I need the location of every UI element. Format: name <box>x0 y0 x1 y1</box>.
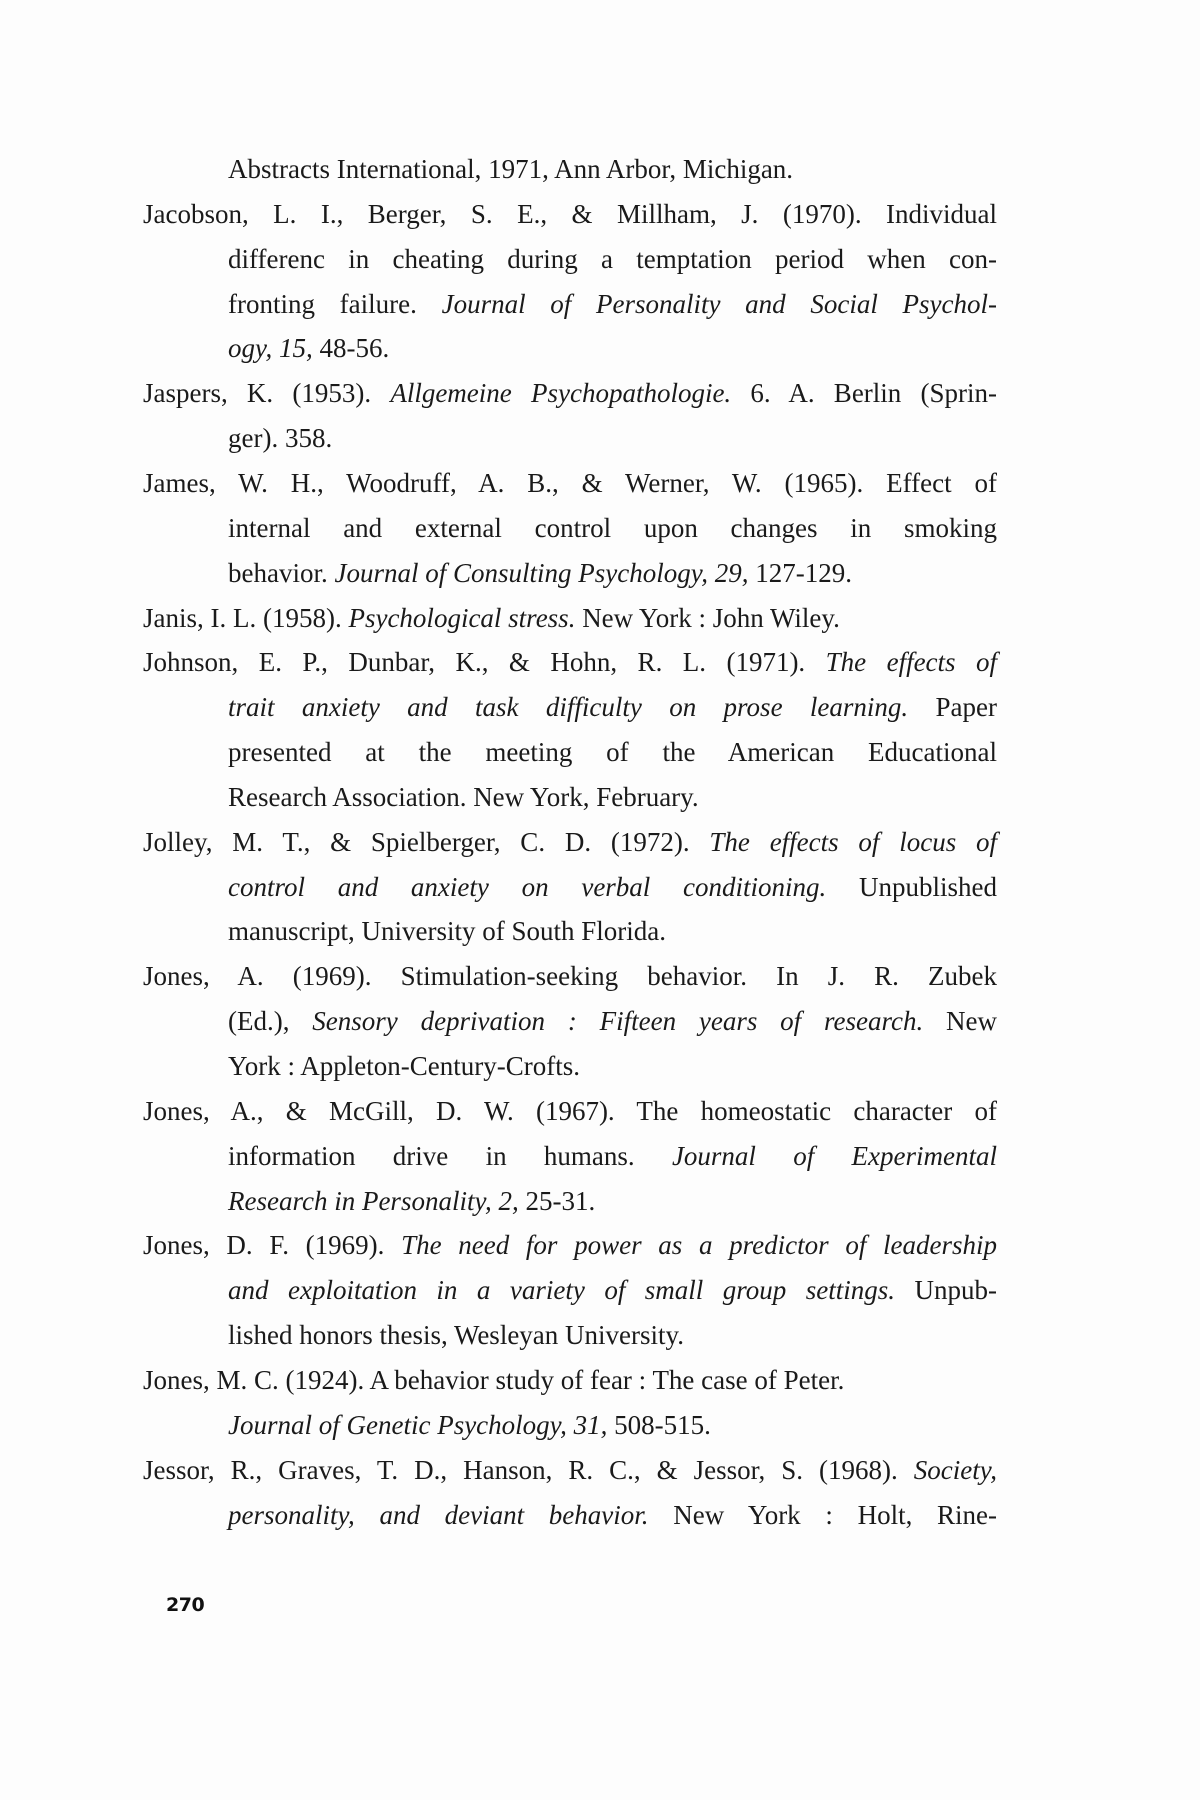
italic-title-text: and exploitation in a variety of small group settings. <box>228 1275 896 1305</box>
reference-continuation-line <box>228 556 997 590</box>
citation-text: Research Association. New York, February. <box>228 782 699 812</box>
reference-entry-line <box>143 376 997 410</box>
reference-entry-line <box>143 1363 997 1397</box>
reference-continuation-line <box>228 1318 997 1352</box>
reference-continuation-line <box>228 1049 997 1083</box>
italic-title-text: Journal of Genetic Psychology, 31, <box>228 1410 608 1440</box>
reference-continuation-line <box>228 1184 997 1218</box>
reference-entry-line <box>143 1228 997 1262</box>
citation-text: New York : Holt, Rine- <box>648 1500 997 1530</box>
citation-text: 127-129. <box>748 558 852 588</box>
citation-text: Paper <box>908 692 997 722</box>
citation-text: 48-56. <box>312 333 390 363</box>
reference-continuation-line <box>228 242 997 276</box>
italic-title-text: control and anxiety on verbal conditioning. <box>228 872 827 902</box>
citation-text: presented at the meeting of the American Educational <box>228 737 997 767</box>
citation-text: Jolley, M. T., & Spielberger, C. D. (1972). <box>143 827 710 857</box>
italic-title-text: The effects of locus of <box>709 827 998 857</box>
reference-entry-line <box>143 601 997 635</box>
citation-text: Jones, M. C. (1924). A behavior study of fear : The case of Peter. <box>143 1365 845 1395</box>
reference-entry-line <box>143 1453 997 1487</box>
italic-title-text: Society, <box>913 1455 997 1485</box>
italic-title-text: Sensory deprivation : Fifteen years of research. <box>312 1006 924 1036</box>
reference-continuation-line <box>228 735 997 769</box>
reference-entry-line <box>143 645 997 679</box>
italic-title-text: The effects of <box>825 647 998 677</box>
citation-text: Unpub- <box>895 1275 997 1305</box>
citation-text: internal and external control upon changes in smoking <box>228 513 997 543</box>
citation-text: Jessor, R., Graves, T. D., Hanson, R. C., & Jessor, S. (1968). <box>143 1455 914 1485</box>
reference-continuation-line <box>228 511 997 545</box>
citation-text: Abstracts International, 1971, Ann Arbor, Michigan. <box>228 154 794 184</box>
citation-text: Janis, I. L. (1958). <box>143 603 349 633</box>
reference-continuation-line <box>228 1139 997 1173</box>
italic-title-text: ogy, 15, <box>228 333 313 363</box>
citation-text: information drive in humans. <box>228 1141 672 1171</box>
citation-text: behavior. <box>228 558 335 588</box>
citation-text: differenc in cheating during a temptation period when con- <box>228 244 997 274</box>
citation-text: New York : John Wiley. <box>575 603 840 633</box>
reference-continuation-line <box>228 287 997 321</box>
reference-continuation-line <box>228 421 997 455</box>
citation-text: 508-515. <box>607 1410 711 1440</box>
reference-entry-line <box>143 825 997 859</box>
italic-title-text: Journal of Consulting Psychology, 29, <box>334 558 749 588</box>
reference-continuation-line <box>228 870 997 904</box>
citation-text: Johnson, E. P., Dunbar, K., & Hohn, R. L. (1971). <box>143 647 826 677</box>
reference-entry-line <box>143 197 997 231</box>
page-number: 270 <box>166 1594 205 1616</box>
citation-text: Jacobson, L. I., Berger, S. E., & Millham, J. (1970). Individual <box>143 199 997 229</box>
italic-title-text: Psychological stress. <box>348 603 576 633</box>
reference-continuation-line <box>228 780 997 814</box>
reference-continuation-line <box>228 690 997 724</box>
reference-entry-line <box>143 959 997 993</box>
citation-text: York : Appleton-Century-Crofts. <box>228 1051 581 1081</box>
reference-continuation-line <box>228 152 997 186</box>
citation-text: 25-31. <box>518 1186 596 1216</box>
reference-continuation-line <box>228 1004 997 1038</box>
citation-text: Jones, A. (1969). Stimulation-seeking behavior. In J. R. Zubek <box>143 961 997 991</box>
citation-text: manuscript, University of South Florida. <box>228 916 666 946</box>
reference-continuation-line <box>228 1498 997 1532</box>
reference-continuation-line <box>228 1273 997 1307</box>
italic-title-text: Journal of Experimental <box>671 1141 998 1171</box>
reference-continuation-line <box>228 331 997 365</box>
italic-title-text: Research in Personality, 2, <box>228 1186 519 1216</box>
citation-text: Jones, A., & McGill, D. W. (1967). The homeostatic character of <box>143 1096 997 1126</box>
citation-text: New <box>923 1006 998 1036</box>
citation-text: James, W. H., Woodruff, A. B., & Werner, W. (1965). Effect of <box>143 468 997 498</box>
citation-text: fronting failure. <box>228 289 442 319</box>
citation-text: ger). 358. <box>228 423 333 453</box>
italic-title-text: The need for power as a predictor of leadership <box>401 1230 997 1260</box>
citation-text: Jones, D. F. (1969). <box>143 1230 402 1260</box>
citation-text: Unpublished <box>826 872 997 902</box>
reference-continuation-line <box>228 914 997 948</box>
reference-entry-line <box>143 1094 997 1128</box>
citation-text: Jaspers, K. (1953). <box>143 378 391 408</box>
reference-entry-line <box>143 466 997 500</box>
italic-title-text: Allgemeine Psychopathologie. <box>390 378 732 408</box>
italic-title-text: Journal of Personality and Social Psychol- <box>441 289 997 319</box>
citation-text: 6. A. Berlin (Sprin- <box>731 378 997 408</box>
italic-title-text: personality, and deviant behavior. <box>228 1500 649 1530</box>
italic-title-text: trait anxiety and task difficulty on prose learning. <box>228 692 909 722</box>
citation-text: lished honors thesis, Wesleyan University. <box>228 1320 685 1350</box>
reference-continuation-line <box>228 1408 997 1442</box>
citation-text: (Ed.), <box>228 1006 313 1036</box>
